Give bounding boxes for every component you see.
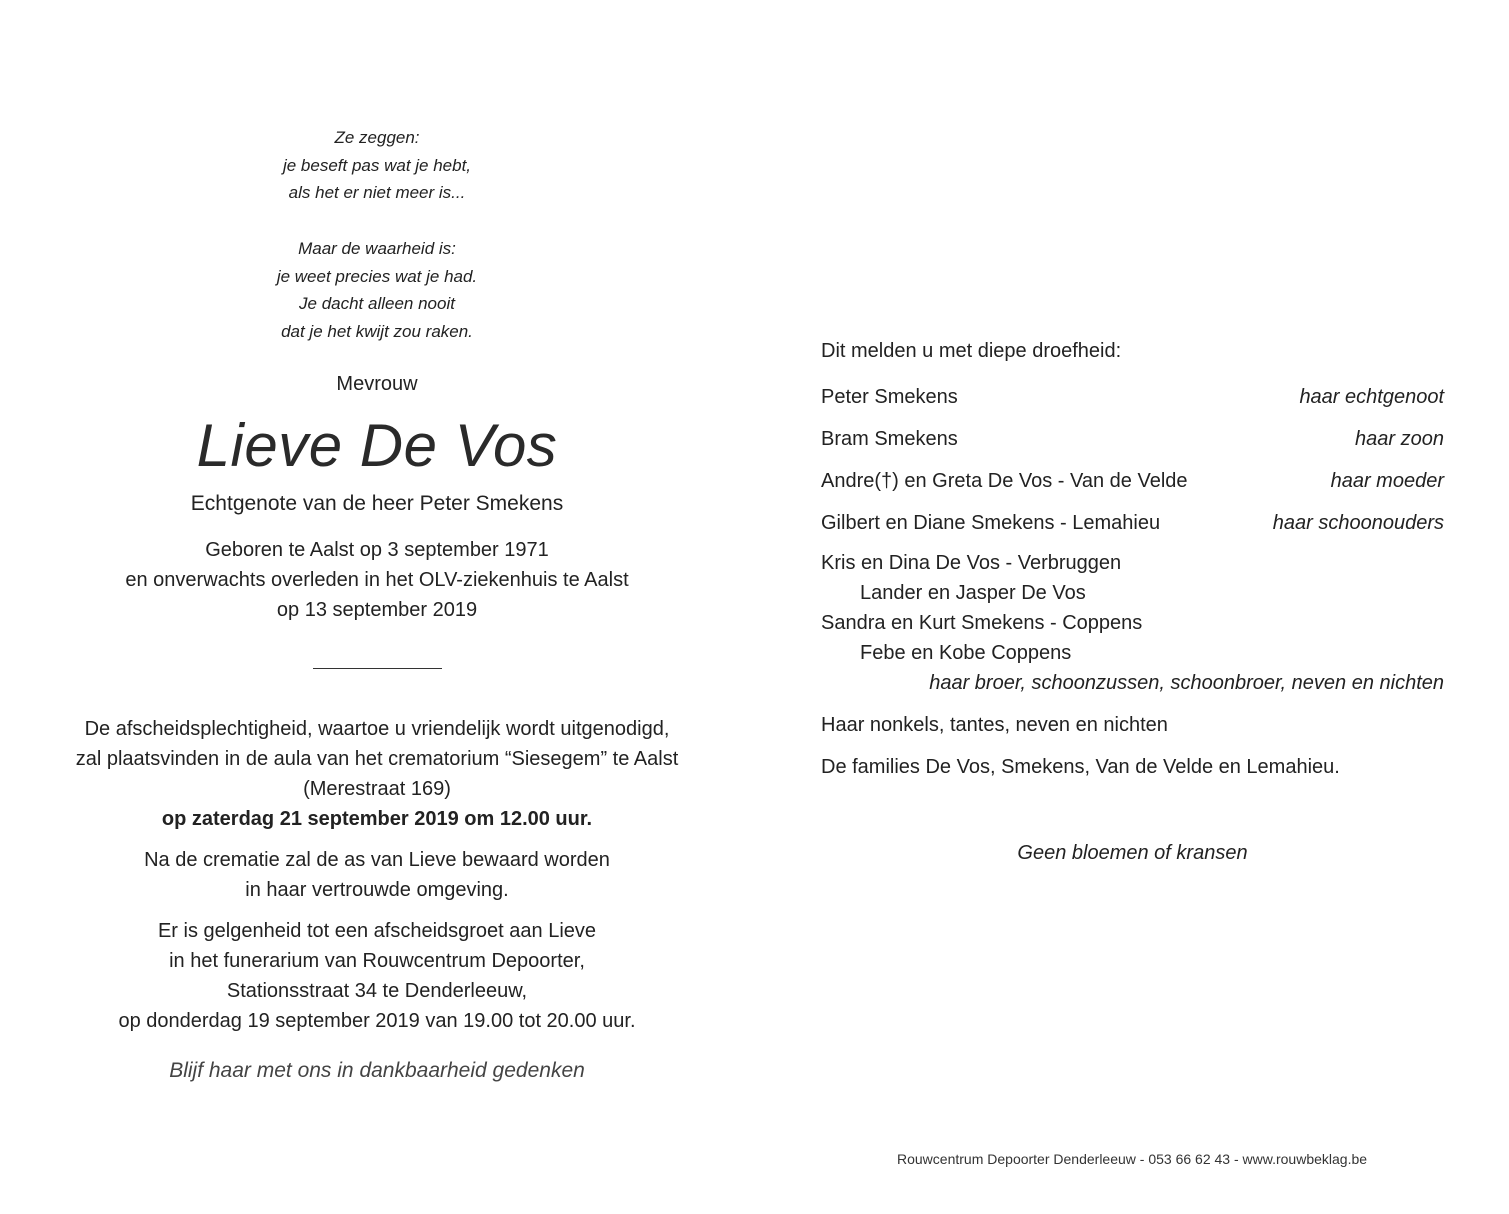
family-row [821,508,1444,538]
poem-line: je weet precies wat je had. [276,266,478,286]
farewell-line: Er is gelgenheid tot een afscheidsgroet aan Lieve [157,920,597,942]
family-row [821,424,1444,454]
family-list [821,382,1444,550]
poem-stanza-gap [40,207,714,235]
announcement: Dit melden u met diepe droefheid: [821,340,1122,362]
spouse-line: Echtgenote van de heer Peter Smekens [190,492,564,515]
family-row [821,466,1444,496]
ceremony-datetime: op zaterdag 21 september 2019 om 12.00 uur. [161,808,593,830]
family-name: Bram Smekens [821,428,958,450]
farewell-line: in het funerarium van Rouwcentrum Depoorter, [169,950,585,972]
family-row [821,382,1444,412]
poem-line: als het er niet meer is... [288,183,466,203]
footer-contact: Rouwcentrum Depoorter Denderleeuw - 053 66 62 43 - www.rouwbeklag.be [897,1151,1368,1167]
sibling-children: Lander en Jasper De Vos [860,582,1086,604]
ceremony-info [40,714,714,1047]
sibling-couple: Sandra en Kurt Smekens - Coppens [821,612,1143,634]
deceased-name: Lieve De Vos [196,412,558,479]
poem-line: Je dacht alleen nooit [299,294,455,314]
family-name: Andre(†) en Greta De Vos - Van de Velde [821,470,1188,492]
divider [313,668,442,669]
honorific: Mevrouw [336,373,418,395]
ceremony-line: (Merestraat 169) [303,778,451,800]
poem-line: Ze zeggen: [334,128,420,147]
remembrance-line: Blijf haar met ons in dankbaarheid gedenken [169,1059,585,1082]
ceremony-paragraph [40,714,714,834]
date-line: Geboren te Aalst op 3 september 1971 [205,539,549,561]
farewell-paragraph [40,916,714,1036]
no-flowers-note: Geen bloemen of kransen [1017,842,1248,864]
other-relatives [821,710,1444,794]
life-dates [40,535,714,625]
cremation-paragraph [40,845,714,905]
date-line: op 13 september 2019 [276,599,478,621]
siblings-block [821,548,1444,698]
family-relation: haar zoon [1355,428,1444,450]
poem-line: dat je het kwijt zou raken. [281,321,473,341]
poem-line: Maar de waarheid is: [298,238,456,258]
cremation-line: Na de crematie zal de as van Lieve bewaard worden [144,849,610,871]
siblings-relation: haar broer, schoonzussen, schoonbroer, neven en nichten [929,672,1444,694]
other-relatives-line: De families De Vos, Smekens, Van de Velde en Lemahieu. [821,756,1340,778]
family-relation: haar schoonouders [1272,512,1444,534]
ceremony-line: zal plaatsvinden in de aula van het crematorium “Siesegem” te Aalst [75,748,679,770]
family-relation: haar moeder [1330,470,1444,492]
family-relation: haar echtgenoot [1299,386,1444,408]
farewell-line: Stationsstraat 34 te Denderleeuw, [226,980,528,1002]
poem [40,124,714,346]
ceremony-line: De afscheidsplechtigheid, waartoe u vriendelijk wordt uitgenodigd, [84,718,670,740]
sibling-children: Febe en Kobe Coppens [860,642,1072,664]
poem-line: je beseft pas wat je hebt, [282,155,472,175]
farewell-line: op donderdag 19 september 2019 van 19.00 tot 20.00 uur. [118,1010,636,1032]
family-name: Gilbert en Diane Smekens - Lemahieu [821,512,1161,534]
date-line: en onverwachts overleden in het OLV-ziekenhuis te Aalst [125,569,629,591]
other-relatives-line: Haar nonkels, tantes, neven en nichten [821,714,1168,736]
cremation-line: in haar vertrouwde omgeving. [245,879,509,901]
family-name: Peter Smekens [821,386,958,408]
sibling-couple: Kris en Dina De Vos - Verbruggen [821,552,1122,574]
